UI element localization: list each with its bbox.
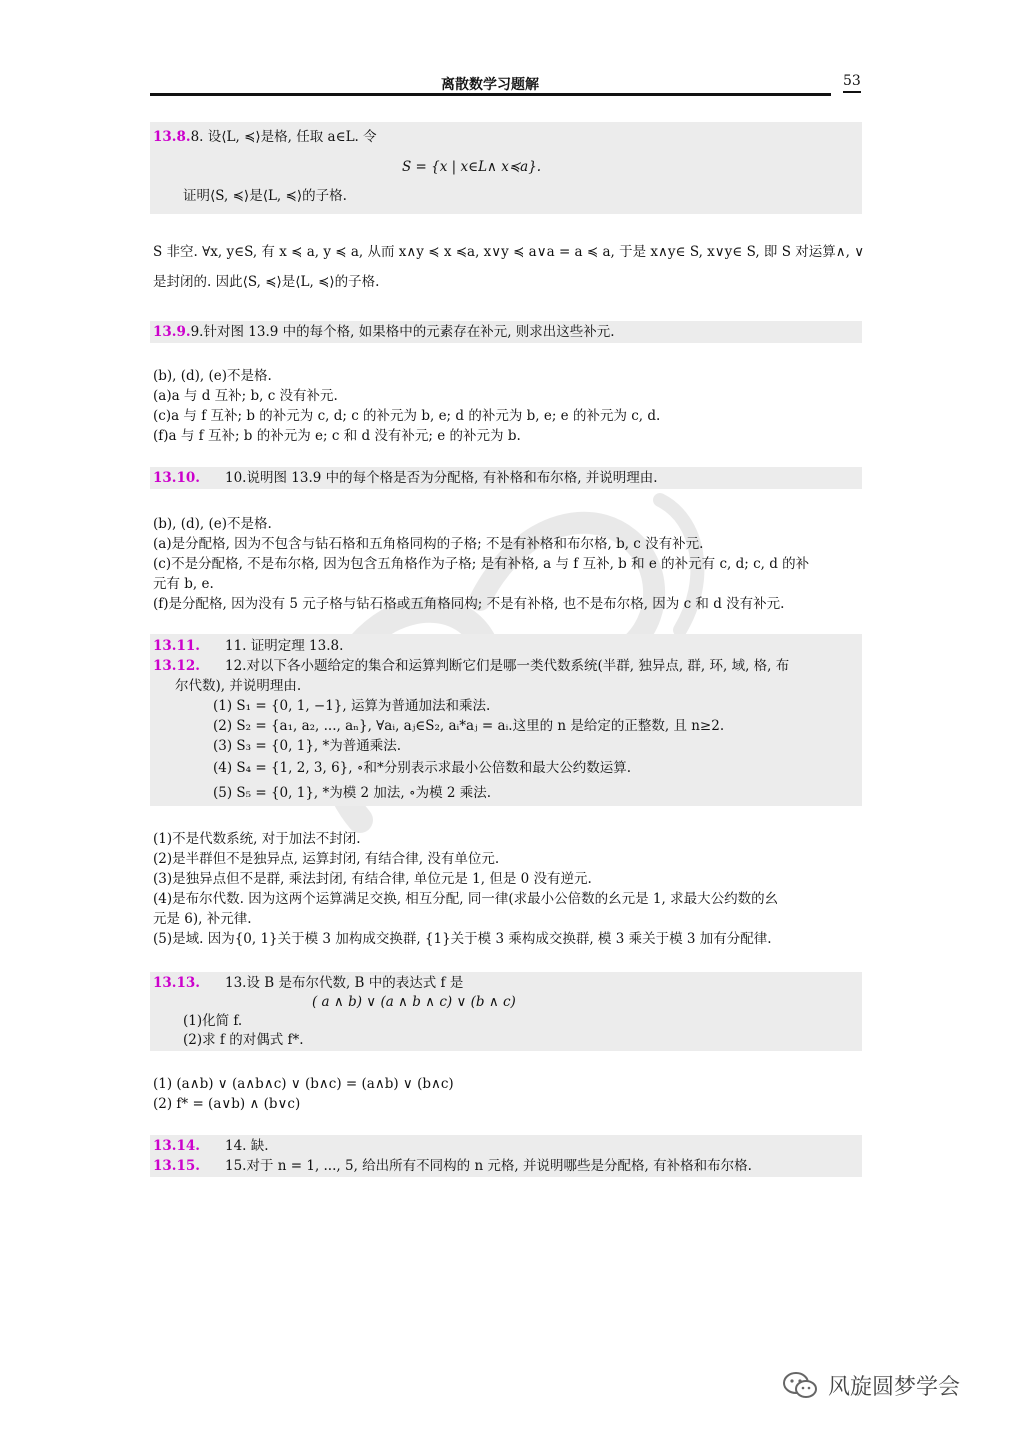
problem-number: 13.11. [153, 638, 200, 654]
problem-13-8-box [150, 122, 862, 214]
answer-line: (1) (a∧b) ∨ (a∧b∧c) ∨ (b∧c) = (a∧b) ∨ (b∧c) [153, 1076, 454, 1092]
answer-13-12 [153, 829, 853, 949]
problem-text: 12.对以下各小题给定的集合和运算判断它们是哪一类代数系统(半群, 独异点, 群, 环, 域, 格, 布 [225, 658, 790, 674]
problem-13-11-13-12-box [150, 634, 862, 806]
problem-text: 9.针对图 13.9 中的每个格, 如果格中的元素存在补元, 则求出这些补元. [190, 324, 615, 340]
problem-number: 13.12. [153, 658, 200, 674]
problem-text: 15.对于 n = 1, ..., 5, 给出所有不同构的 n 元格, 并说明哪些是分配格, 有补格和布尔格. [225, 1158, 752, 1174]
problem-text: 尔代数), 并说明理由. [175, 678, 302, 694]
header-rule [150, 93, 831, 96]
answer-line: (a)a 与 d 互补; b, c 没有补元. [153, 388, 338, 404]
answer-line: (b), (d), (e)不是格. [153, 368, 272, 384]
answer-13-9 [153, 366, 853, 446]
answer-line: (a)是分配格, 因为不包含与钻石格和五角格同构的子格; 不是有补格和布尔格, b, c 没有补元. [153, 536, 704, 552]
answer-line: (2) f* = (a∨b) ∧ (b∨c) [153, 1096, 301, 1112]
answer-line: (2)是半群但不是独异点, 运算封闭, 有结合律, 没有单位元. [153, 851, 500, 867]
answer-line: (1)不是代数系统, 对于加法不封闭. [153, 831, 361, 847]
problem-number: 13.8. [153, 129, 191, 145]
problem-13-13-box [150, 972, 862, 1051]
answer-13-13 [153, 1074, 853, 1114]
footer-brand [782, 1370, 960, 1401]
problem-13-9-box [150, 321, 862, 343]
page-number: 53 [843, 73, 861, 93]
sub-item: (1)化简 f. [183, 1013, 243, 1029]
answer-13-8 [153, 242, 865, 292]
problem-number: 13.10. [153, 470, 200, 486]
running-header-title: 离散数学习题解 [441, 77, 539, 93]
problem-number: 13.15. [153, 1158, 200, 1174]
sub-item: (1) S₁ = {0, 1, −1}, 运算为普通加法和乘法. [213, 698, 491, 714]
brand-name: 风旋圆梦学会 [828, 1375, 961, 1400]
answer-line: (c)a 与 f 互补; b 的补元为 c, d; c 的补元为 b, e; d 的补元为 b, e; e 的补元为 c, d. [153, 408, 661, 424]
answer-line: S 非空. ∀x, y∈S, 有 x ≼ a, y ≼ a, 从而 x∧y ≼ x ≼a, x∨y ≼ a∨a = a ≼ a, 于是 x∧y∈ S, x∨y∈ S, 即 S 对运算∧, ∨ [153, 244, 865, 260]
problem-number: 13.13. [153, 975, 200, 991]
answer-line: (f)a 与 f 互补; b 的补元为 e; c 和 d 没有补元; e 的补元为 b. [153, 428, 521, 444]
sub-item: (2) S₂ = {a₁, a₂, ..., aₙ}, ∀aᵢ, aⱼ∈S₂, aᵢ*aⱼ = aᵢ.这里的 n 是给定的正整数, 且 n≥2. [213, 718, 725, 734]
answer-line: (3)是独异点但不是群, 乘法封闭, 有结合律, 单位元是 1, 但是 0 没有逆元. [153, 871, 592, 887]
set-definition-formula: S = {x | x∈L∧ x≼a}. [402, 159, 542, 175]
problem-text: 13.设 B 是布尔代数, B 中的表达式 f 是 [225, 975, 464, 991]
sub-item: (2)求 f 的对偶式 f*. [183, 1032, 304, 1048]
sub-item: (4) S₄ = {1, 2, 3, 6}, ∘和*分别表示求最小公倍数和最大公约数运算. [213, 760, 631, 776]
answer-line: (c)不是分配格, 不是布尔格, 因为包含五角格作为子格; 是有补格, a 与 f 互补, b 和 e 的补元有 c, d; c, d 的补 [153, 556, 810, 572]
boolean-expression: ( a ∧ b) ∨ (a ∧ b ∧ c) ∨ (b ∧ c) [312, 994, 516, 1010]
answer-line: (f)是分配格, 因为没有 5 元子格与钻石格或五角格同构; 不是有补格, 也不是布尔格, 因为 c 和 d 没有补元. [153, 596, 785, 612]
problem-13-10-box [150, 467, 862, 489]
problem-text: 证明⟨S, ≼⟩是⟨L, ≼⟩的子格. [183, 188, 347, 204]
problem-number: 13.14. [153, 1138, 200, 1154]
wechat-icon [782, 1371, 818, 1401]
problem-text: 11. 证明定理 13.8. [225, 638, 344, 654]
answer-line: 元有 b, e. [153, 576, 214, 592]
sub-item: (3) S₃ = {0, 1}, *为普通乘法. [213, 738, 402, 754]
problem-text: 14. 缺. [225, 1138, 269, 1154]
problem-13-14-13-15-box [150, 1135, 862, 1177]
answer-line: (b), (d), (e)不是格. [153, 516, 272, 532]
problem-number: 13.9. [153, 324, 191, 340]
answer-13-10 [153, 514, 853, 614]
problem-text: 8. 设⟨L, ≼⟩是格, 任取 a∈L. 令 [190, 129, 377, 145]
answer-line: (4)是布尔代数. 因为这两个运算满足交换, 相互分配, 同一律(求最小公倍数的幺元是 1, 求最大公约数的幺 [153, 891, 779, 907]
answer-line: 是封闭的. 因此⟨S, ≼⟩是⟨L, ≼⟩的子格. [153, 274, 380, 290]
problem-text: 10.说明图 13.9 中的每个格是否为分配格, 有补格和布尔格, 并说明理由. [225, 470, 658, 486]
answer-line: (5)是域. 因为{0, 1}关于模 3 加构成交换群, {1}关于模 3 乘构成交换群, 模 3 乘关于模 3 加有分配律. [153, 931, 772, 947]
answer-line: 元是 6), 补元律. [153, 911, 252, 927]
sub-item: (5) S₅ = {0, 1}, *为模 2 加法, ∘为模 2 乘法. [213, 785, 492, 801]
